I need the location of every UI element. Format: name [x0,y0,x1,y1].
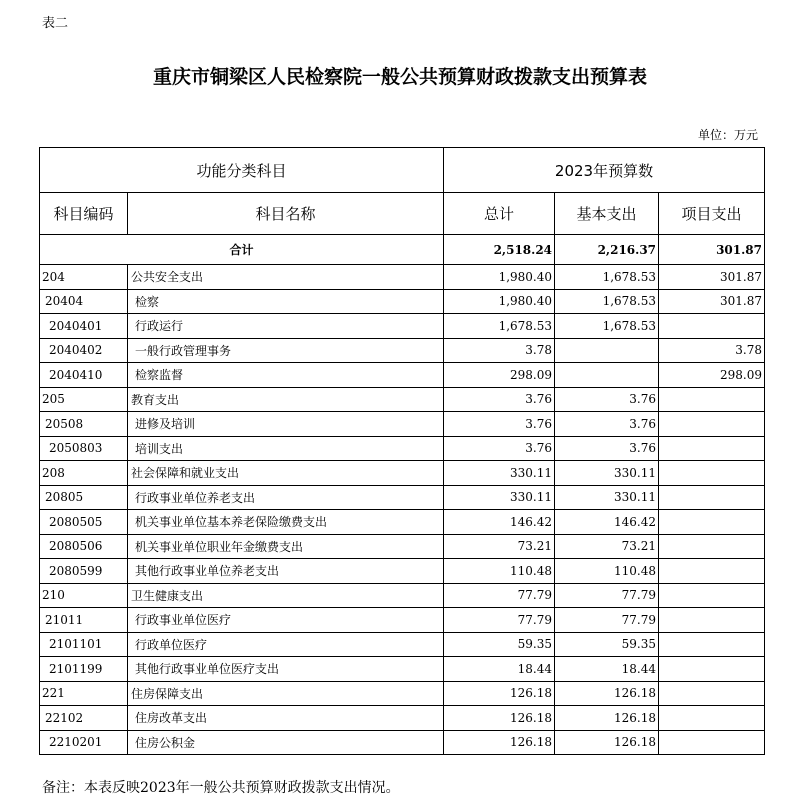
row-basic: 73.21 [555,534,659,559]
row-total: 77.79 [444,608,555,633]
row-basic: 126.18 [555,706,659,731]
table-label: 表二 [42,16,69,31]
unit-label: 单位：万元 [697,128,758,142]
row-basic: 1,678.53 [555,265,659,290]
row-project [659,730,765,755]
row-name: 公共安全支出 [128,265,444,290]
row-code: 208 [40,461,128,486]
row-code: 2080506 [40,534,128,559]
row-code: 210 [40,583,128,608]
row-basic: 3.76 [555,436,659,461]
row-basic: 77.79 [555,608,659,633]
row-total: 77.79 [444,583,555,608]
row-basic: 1,678.53 [555,314,659,339]
row-name: 进修及培训 [128,412,444,437]
row-name: 检察 [128,289,444,314]
row-total: 3.78 [444,338,555,363]
table-row [40,510,765,535]
table-row [40,387,765,412]
row-name: 行政单位医疗 [128,632,444,657]
total-total: 2,518.24 [444,235,555,265]
table-row [40,314,765,339]
row-project [659,632,765,657]
row-basic: 126.18 [555,730,659,755]
row-basic [555,363,659,388]
row-code: 2040401 [40,314,128,339]
row-basic: 59.35 [555,632,659,657]
row-code: 20805 [40,485,128,510]
row-name: 机关事业单位基本养老保险缴费支出 [128,510,444,535]
row-project [659,681,765,706]
row-code: 2040410 [40,363,128,388]
row-total: 59.35 [444,632,555,657]
row-basic: 330.11 [555,485,659,510]
row-project: 301.87 [659,265,765,290]
row-basic [555,338,659,363]
table-row [40,412,765,437]
row-code: 21011 [40,608,128,633]
table-row [40,559,765,584]
header-name: 科目名称 [128,193,444,235]
row-project [659,559,765,584]
row-total: 73.21 [444,534,555,559]
table-row [40,681,765,706]
row-project [659,510,765,535]
total-project: 301.87 [659,235,765,265]
row-name: 培训支出 [128,436,444,461]
header-total: 总计 [444,193,555,235]
row-total: 18.44 [444,657,555,682]
row-name: 住房改革支出 [128,706,444,731]
row-project [659,387,765,412]
row-code: 205 [40,387,128,412]
row-project [659,314,765,339]
row-basic: 18.44 [555,657,659,682]
row-total: 330.11 [444,461,555,486]
row-project [659,583,765,608]
row-name: 检察监督 [128,363,444,388]
row-code: 2101199 [40,657,128,682]
row-code: 20508 [40,412,128,437]
row-name: 行政事业单位养老支出 [128,485,444,510]
row-total: 126.18 [444,681,555,706]
table-row [40,583,765,608]
table-row [40,608,765,633]
row-project [659,461,765,486]
row-total: 110.48 [444,559,555,584]
row-basic: 3.76 [555,387,659,412]
row-total: 126.18 [444,706,555,731]
row-code: 2080599 [40,559,128,584]
table-row [40,657,765,682]
header-budget-2023: 2023年预算数 [444,148,765,193]
row-total: 126.18 [444,730,555,755]
row-project [659,706,765,731]
row-project [659,485,765,510]
row-total: 330.11 [444,485,555,510]
row-code: 204 [40,265,128,290]
row-basic: 146.42 [555,510,659,535]
footnote: 备注：本表反映2023年一般公共预算财政拨款支出情况。 [42,780,400,796]
row-total: 1,678.53 [444,314,555,339]
row-project: 301.87 [659,289,765,314]
row-basic: 3.76 [555,412,659,437]
row-total: 298.09 [444,363,555,388]
header-code: 科目编码 [40,193,128,235]
row-project [659,657,765,682]
row-code: 2080505 [40,510,128,535]
row-code: 22102 [40,706,128,731]
row-code: 2050803 [40,436,128,461]
table-row [40,485,765,510]
row-basic: 126.18 [555,681,659,706]
row-name: 住房公积金 [128,730,444,755]
row-name: 行政事业单位医疗 [128,608,444,633]
table-row [40,730,765,755]
row-code: 2040402 [40,338,128,363]
table-row [40,265,765,290]
table-row [40,338,765,363]
row-name: 社会保障和就业支出 [128,461,444,486]
row-project: 3.78 [659,338,765,363]
row-total: 1,980.40 [444,265,555,290]
row-code: 2101101 [40,632,128,657]
row-code: 221 [40,681,128,706]
row-project [659,436,765,461]
header-basic: 基本支出 [555,193,659,235]
header-project: 项目支出 [659,193,765,235]
row-basic: 77.79 [555,583,659,608]
row-name: 一般行政管理事务 [128,338,444,363]
row-name: 其他行政事业单位医疗支出 [128,657,444,682]
row-basic: 330.11 [555,461,659,486]
row-project [659,412,765,437]
total-row [40,235,765,265]
row-name: 行政运行 [128,314,444,339]
total-basic: 2,216.37 [555,235,659,265]
header-function-category: 功能分类科目 [40,148,444,193]
page-title: 重庆市铜梁区人民检察院一般公共预算财政拨款支出预算表 [152,66,647,88]
row-total: 1,980.40 [444,289,555,314]
row-code: 2210201 [40,730,128,755]
row-name: 卫生健康支出 [128,583,444,608]
table-row [40,632,765,657]
row-name: 住房保障支出 [128,681,444,706]
row-project [659,608,765,633]
row-total: 146.42 [444,510,555,535]
row-code: 20404 [40,289,128,314]
row-basic: 110.48 [555,559,659,584]
table-row [40,461,765,486]
table-row [40,706,765,731]
row-name: 教育支出 [128,387,444,412]
total-label: 合计 [40,235,444,265]
table-row [40,289,765,314]
row-basic: 1,678.53 [555,289,659,314]
row-project: 298.09 [659,363,765,388]
row-name: 其他行政事业单位养老支出 [128,559,444,584]
row-name: 机关事业单位职业年金缴费支出 [128,534,444,559]
table-row [40,436,765,461]
row-total: 3.76 [444,387,555,412]
row-project [659,534,765,559]
row-total: 3.76 [444,412,555,437]
row-total: 3.76 [444,436,555,461]
table-row [40,363,765,388]
budget-table [39,147,765,755]
table-row [40,534,765,559]
